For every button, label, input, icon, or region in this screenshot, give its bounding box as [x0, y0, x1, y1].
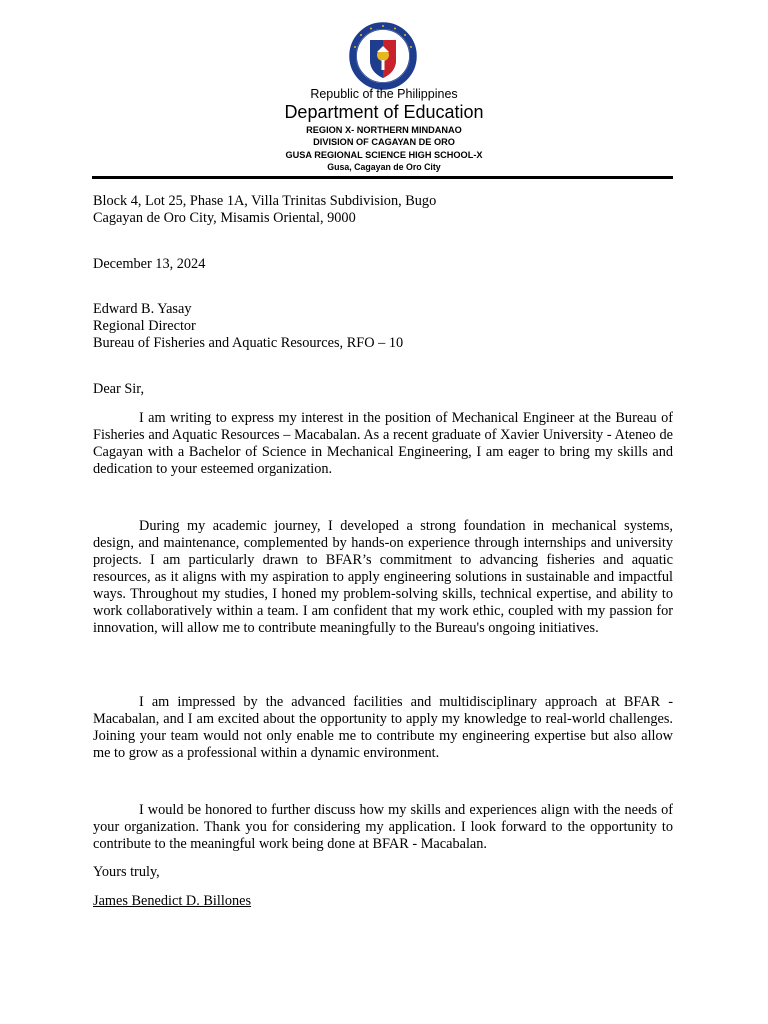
recipient-title: Regional Director [93, 318, 196, 334]
body-paragraph: During my academic journey, I developed a strong foundation in mechanical systems, design, and maintenance, complemented by hands-on experience through internships and university projects. I am particularly drawn to BFAR’s commitment to advancing fisheries and aquatic resources, as it aligns with my aspiration to apply engineering solutions in sustainable and impactful ways. Throughout my studies, I honed my problem-solving skills, technical expertise, and ability to work collaboratively within a team. I am confident that my work ethic, coupled with my passion for innovation, will allow me to contribute meaningfully to the Bureau's ongoing initiatives. [93, 518, 673, 636]
recipient-organization: Bureau of Fisheries and Aquatic Resources, RFO – 10 [93, 335, 404, 351]
republic-label: Republic of the Philippines [310, 87, 458, 101]
signature-name: James Benedict D. Billones [93, 893, 252, 909]
division-label: DIVISION OF CAGAYAN DE ORO [313, 137, 455, 147]
sender-address-line: Block 4, Lot 25, Phase 1A, Villa Trinitas Subdivision, Bugo [93, 193, 437, 209]
school-address: Gusa, Cagayan de Oro City [327, 162, 441, 172]
recipient-name: Edward B. Yasay [93, 301, 192, 317]
letter-date: December 13, 2024 [93, 256, 206, 272]
body-paragraph: I am writing to express my interest in the position of Mechanical Engineer at the Bureau of Fisheries and Aquatic Resources – Macabalan. As a recent graduate of Xavier University - Ateneo de Cagayan with a Bachelor of Science in Mechanical Engineering, I am eager to bring my skills and dedication to your esteemed organization. [93, 410, 673, 477]
closing: Yours truly, [93, 864, 160, 880]
school-label: GUSA REGIONAL SCIENCE HIGH SCHOOL-X [285, 150, 483, 160]
body-paragraph: I would be honored to further discuss how my skills and experiences align with the needs of your organization. Thank you for considering my application. I look forward to the opportunity to contribute to the meaningful work being done at BFAR - Macabalan. [93, 802, 673, 852]
sender-address-line: Cagayan de Oro City, Misamis Oriental, 9000 [93, 210, 356, 226]
body-paragraph: I am impressed by the advanced facilities and multidisciplinary approach at BFAR - Macabalan, and I am excited about the opportunity to apply my knowledge to real-world challenges. Joining your team would not only enable me to contribute my engineering expertise but also allow me to grow as a professional within a dynamic environment. [93, 694, 673, 761]
department-title: Department of Education [284, 102, 484, 122]
salutation: Dear Sir, [93, 381, 145, 397]
deped-seal-icon [348, 22, 418, 90]
header-divider [92, 176, 673, 179]
region-label: REGION X- NORTHERN MINDANAO [306, 125, 462, 135]
